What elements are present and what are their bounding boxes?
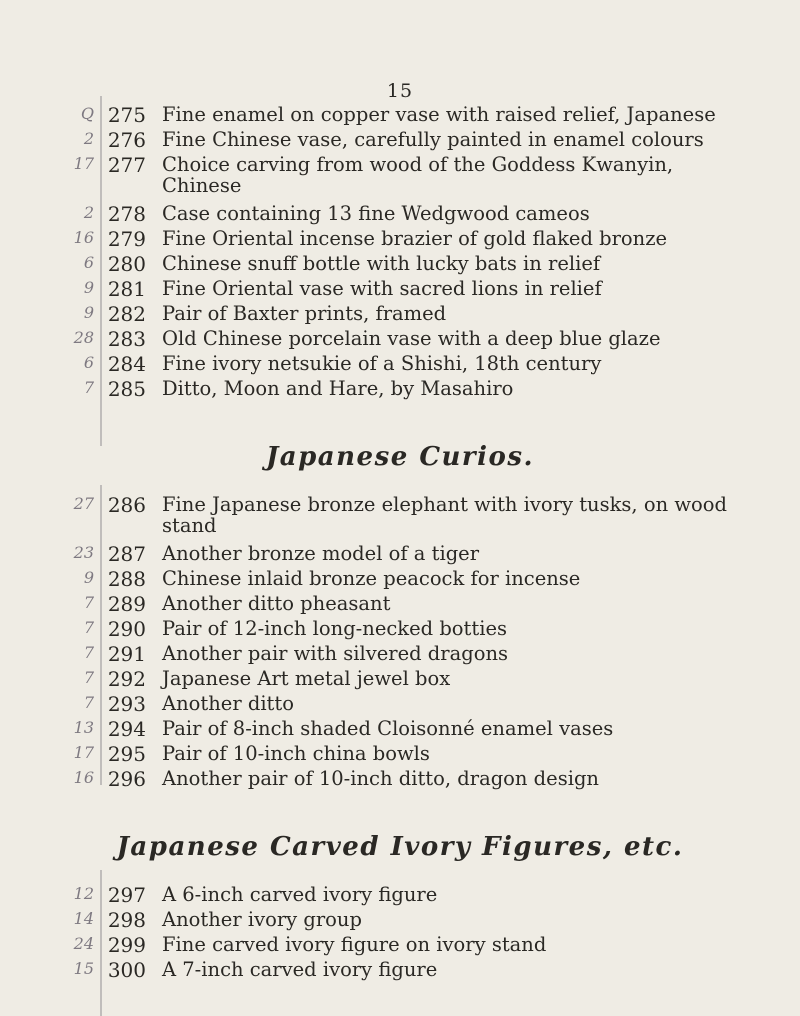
handwritten-annotation: 7 xyxy=(83,378,94,397)
lot-number: 298 xyxy=(107,908,146,932)
lot-description: Another bronze model of a tiger xyxy=(162,542,480,565)
lot-description: Pair of 12-inch long-necked botties xyxy=(162,617,508,640)
lot-number: 280 xyxy=(107,252,146,276)
lot-description: Fine carved ivory figure on ivory stand xyxy=(162,933,547,956)
lot-number: 297 xyxy=(107,883,146,907)
handwritten-annotation: 7 xyxy=(83,593,94,612)
handwritten-annotation: 24 xyxy=(73,934,94,953)
lot-description: Fine Japanese bronze elephant with ivory tusks, on wood stand xyxy=(162,493,727,537)
lot-description: Case containing 13 fine Wedgwood cameos xyxy=(162,202,590,225)
lot-number: 295 xyxy=(107,742,146,766)
lot-number: 300 xyxy=(107,958,146,982)
handwritten-annotation: 23 xyxy=(73,543,94,562)
handwritten-annotation: 9 xyxy=(83,303,94,322)
handwritten-annotation: 2 xyxy=(83,203,94,222)
lot-description: Another pair with silvered dragons xyxy=(162,642,509,665)
lot-description: Japanese Art metal jewel box xyxy=(162,667,451,690)
handwritten-annotation: 6 xyxy=(83,353,94,372)
handwritten-annotation: 15 xyxy=(73,959,94,978)
lot-number: 281 xyxy=(107,277,146,301)
lot-number: 285 xyxy=(107,377,146,401)
section-heading-japanese-curios: Japanese Curios. xyxy=(265,442,535,472)
lot-number: 289 xyxy=(107,592,146,616)
lot-number: 293 xyxy=(107,692,146,716)
lot-description: Another ditto pheasant xyxy=(162,592,391,615)
lot-number: 299 xyxy=(107,933,146,957)
lot-description: Another ditto xyxy=(162,692,294,715)
lot-number: 284 xyxy=(107,352,146,376)
lot-description: Pair of 10-inch china bowls xyxy=(162,742,430,765)
lot-number: 276 xyxy=(107,128,146,152)
lot-description: A 6-inch carved ivory figure xyxy=(162,883,438,906)
handwritten-annotation: 7 xyxy=(83,668,94,687)
lot-description: Chinese snuff bottle with lucky bats in relief xyxy=(162,252,601,275)
lot-number: 282 xyxy=(107,302,146,326)
handwritten-annotation: 17 xyxy=(73,154,94,173)
lot-description: Fine enamel on copper vase with raised relief, Japanese xyxy=(162,103,716,126)
lot-number: 278 xyxy=(107,202,146,226)
lot-number: 291 xyxy=(107,642,146,666)
handwritten-annotation: 16 xyxy=(73,768,94,787)
lot-number: 287 xyxy=(107,542,146,566)
lot-number: 283 xyxy=(107,327,146,351)
handwritten-annotation: 7 xyxy=(83,618,94,637)
handwritten-annotation: 7 xyxy=(83,693,94,712)
lot-description: Another pair of 10-inch ditto, dragon design xyxy=(162,767,599,790)
lot-description: A 7-inch carved ivory figure xyxy=(162,958,438,981)
handwritten-annotation: 12 xyxy=(73,884,94,903)
lot-description: Fine Oriental incense brazier of gold flaked bronze xyxy=(162,227,668,250)
lot-number: 275 xyxy=(107,103,146,127)
lot-description: Ditto, Moon and Hare, by Masahiro xyxy=(162,377,514,400)
lot-description: Fine ivory netsukie of a Shishi, 18th century xyxy=(162,352,602,375)
handwritten-annotation: 13 xyxy=(73,718,94,737)
handwritten-annotation: 27 xyxy=(73,494,94,513)
section-heading-carved-ivory-figures: Japanese Carved Ivory Figures, etc. xyxy=(116,832,684,862)
lot-number: 279 xyxy=(107,227,146,251)
handwritten-annotation: 9 xyxy=(83,568,94,587)
lot-description: Pair of 8-inch shaded Cloisonné enamel vases xyxy=(162,717,614,740)
handwritten-annotation: 28 xyxy=(73,328,94,347)
lot-number: 290 xyxy=(107,617,146,641)
lot-number: 294 xyxy=(107,717,146,741)
lot-description: Old Chinese porcelain vase with a deep blue glaze xyxy=(162,327,661,350)
lot-description: Fine Chinese vase, carefully painted in enamel colours xyxy=(162,128,704,151)
handwritten-annotation: 17 xyxy=(73,743,94,762)
lot-description: Pair of Baxter prints, framed xyxy=(162,302,447,325)
lot-description: Fine Oriental vase with sacred lions in relief xyxy=(162,277,602,300)
lot-number: 277 xyxy=(107,153,146,177)
handwritten-annotation: 16 xyxy=(73,228,94,247)
page-number: 15 xyxy=(386,80,414,102)
lot-description: Another ivory group xyxy=(162,908,362,931)
handwritten-annotation: 7 xyxy=(83,643,94,662)
handwritten-annotation: 6 xyxy=(83,253,94,272)
handwritten-annotation: 9 xyxy=(83,278,94,297)
lot-description: Choice carving from wood of the Goddess Kwanyin, Chinese xyxy=(162,153,674,197)
handwritten-annotation: 2 xyxy=(83,129,94,148)
lot-number: 286 xyxy=(107,493,146,517)
handwritten-annotation: 14 xyxy=(73,909,94,928)
lot-number: 288 xyxy=(107,567,146,591)
lot-number: 292 xyxy=(107,667,146,691)
handwritten-annotation: Q xyxy=(80,104,94,123)
lot-description: Chinese inlaid bronze peacock for incense xyxy=(162,567,581,590)
lot-number: 296 xyxy=(107,767,146,791)
